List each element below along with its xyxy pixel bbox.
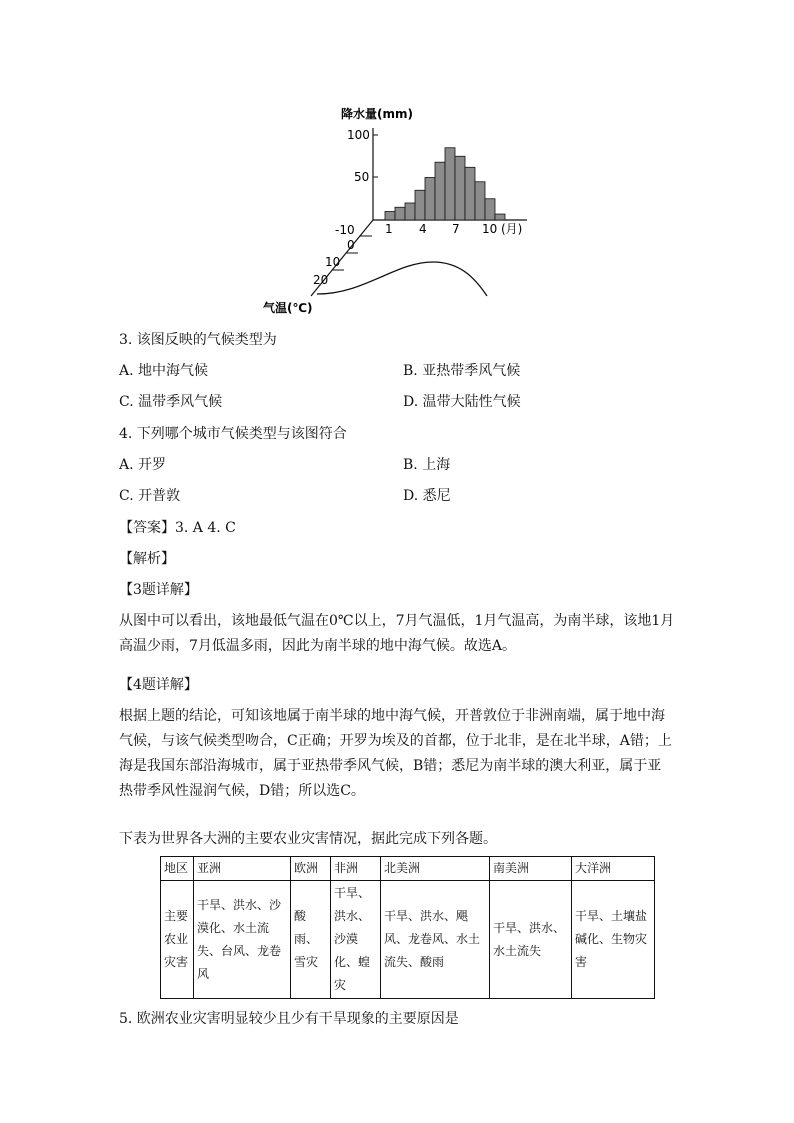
precip-bar-month-8: [455, 156, 465, 220]
table-intro: 下表为世界各大洲的主要农业灾害情况，据此完成下列各题。: [119, 831, 497, 847]
y-tick-label-100: 100: [347, 128, 370, 142]
precip-bar-month-5: [425, 178, 435, 221]
y-tick-label-neg10: -10: [335, 223, 355, 237]
detail4-text: 根据上题的结论，可知该地属于南半球的地中海气候，开普敦位于非洲南端，属于地中海气候，与该气候类型吻合，C正确；开罗为埃及的首都，位于北非，是在北半球，A错；上海是我国东部沿海城市，属于亚热带季风气候，B错；悉尼为南半球的澳大利亚，属于亚热带季风性湿润气候，D错；所以选C。: [119, 708, 672, 799]
x-tick-label-1: 1: [385, 222, 393, 236]
disaster-table: [160, 856, 655, 999]
q3-option-c: C. 温带季风气候: [119, 394, 223, 410]
climate-chart: [255, 100, 545, 320]
table-header-row: [161, 857, 655, 881]
precip-bar-month-1: [385, 212, 395, 221]
q3-option-a: A. 地中海气候: [119, 363, 209, 379]
q4-option-d: D. 悉尼: [403, 488, 451, 504]
precip-bar-month-12: [495, 214, 505, 220]
cell-africa: 干旱、洪水、沙漠化、蝗灾: [331, 881, 381, 999]
header-asia: 亚洲: [194, 857, 291, 881]
q4-option-a: A. 开罗: [119, 457, 167, 473]
header-region: 地区: [161, 857, 194, 881]
precip-bar-month-10: [475, 182, 485, 220]
precip-bar-month-11: [485, 199, 495, 220]
header-africa: 非洲: [331, 857, 381, 881]
x-tick-label-4: 4: [419, 222, 427, 236]
precip-bar-month-2: [395, 207, 405, 220]
temperature-axis-label: 气温(℃): [263, 301, 313, 315]
cell-asia: 干旱、洪水、沙漠化、水土流失、台风、龙卷风: [194, 881, 291, 999]
cell-oceania: 干旱、土壤盐碱化、生物灾害: [572, 881, 655, 999]
cell-north-america: 干旱、洪水、飓风、龙卷风、水土流失、酸雨: [381, 881, 490, 999]
detail4-heading: 【4题详解】: [119, 677, 198, 693]
q4-option-b: B. 上海: [403, 457, 451, 473]
y-tick-label-50: 50: [354, 170, 370, 184]
precip-bar-month-3: [405, 203, 415, 220]
temp-tick-label-10: 10: [325, 255, 341, 269]
detail3-text: 从图中可以看出，该地最低气温在0℃以上，7月气温低，1月气温高，为南半球，该地1月高温少雨，7月低温多雨，因此为南半球的地中海气候。故选A。: [119, 613, 675, 654]
temperature-curve: [317, 262, 487, 296]
q3-stem: 3. 该图反映的气候类型为: [119, 332, 277, 348]
x-tick-label-7: 7: [452, 222, 460, 236]
x-tick-label-10: 10: [482, 222, 498, 236]
header-oceania: 大洋洲: [572, 857, 655, 881]
detail3-heading: 【3题详解】: [119, 582, 198, 598]
temp-tick-label-20: 20: [313, 273, 329, 287]
header-north-america: 北美洲: [381, 857, 490, 881]
header-south-america: 南美洲: [490, 857, 572, 881]
precip-bar-month-6: [435, 162, 445, 220]
q4-option-c: C. 开普敦: [119, 488, 181, 504]
x-axis-label: (月): [501, 222, 523, 236]
answer-line: 【答案】3. A 4. C: [119, 520, 236, 536]
q4-stem: 4. 下列哪个城市气候类型与该图符合: [119, 426, 347, 442]
analysis-heading: 【解析】: [119, 551, 175, 567]
q3-option-b: B. 亚热带季风气候: [403, 363, 521, 379]
q5-stem: 5. 欧洲农业灾害明显较少且少有干旱现象的主要原因是: [119, 1011, 459, 1027]
cell-europe: 酸雨、雪灾: [291, 881, 331, 999]
precip-bar-month-9: [465, 167, 475, 220]
y-axis-label: 降水量(mm): [341, 107, 413, 121]
table-row: [161, 881, 655, 999]
q3-option-d: D. 温带大陆性气候: [403, 394, 521, 410]
cell-south-america: 干旱、洪水、水土流失: [490, 881, 572, 999]
bars-group: [385, 148, 505, 220]
row-label: 主要农业灾害: [161, 881, 194, 999]
temp-tick-label-0: 0: [347, 238, 355, 252]
precip-bar-month-7: [445, 148, 455, 220]
header-europe: 欧洲: [291, 857, 331, 881]
precip-bar-month-4: [415, 190, 425, 220]
